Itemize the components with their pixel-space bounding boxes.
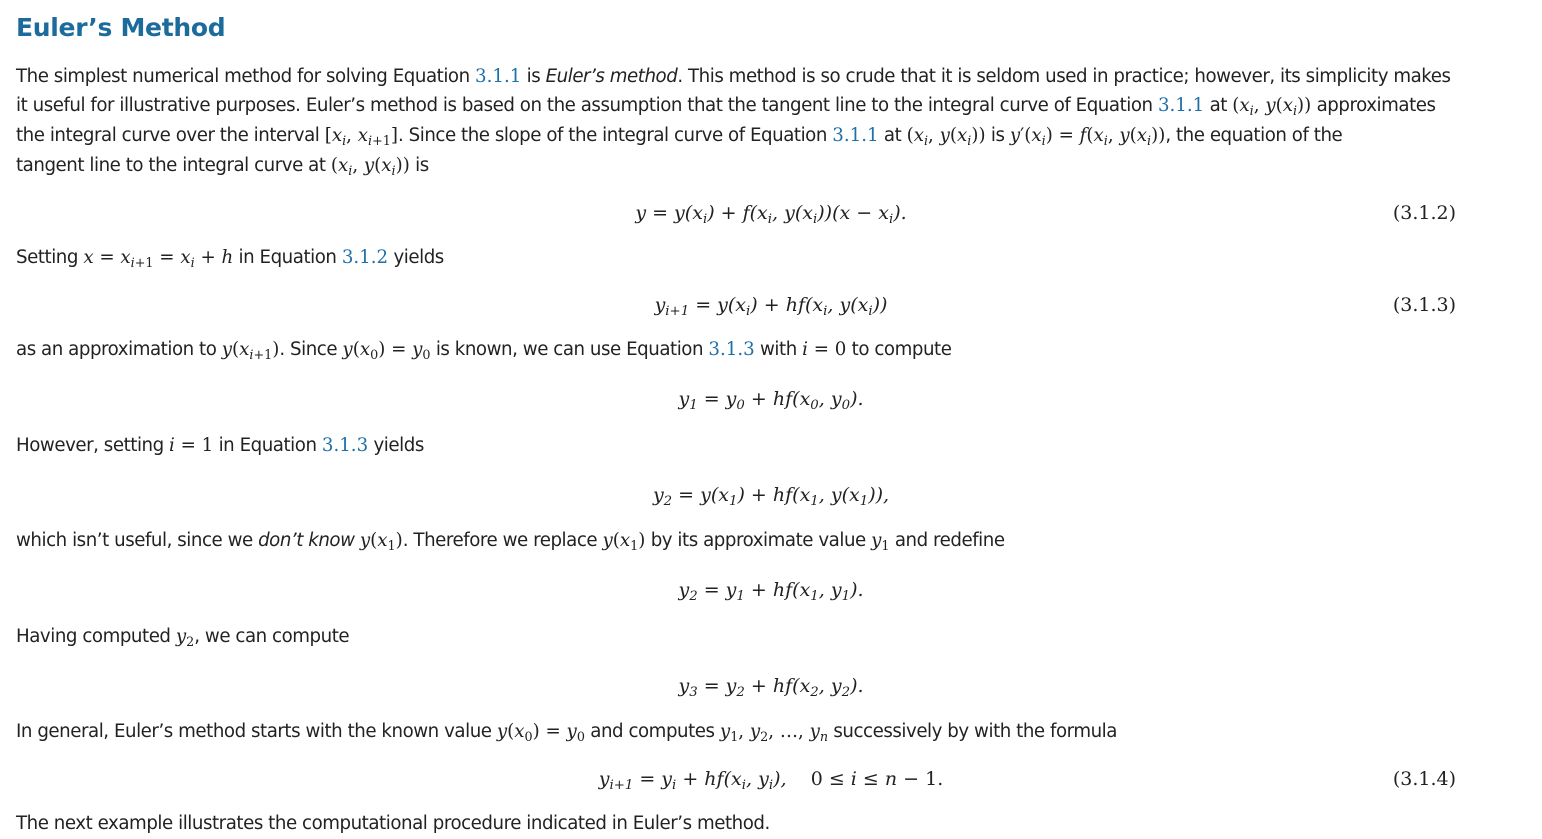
equation-number: (3.1.2) bbox=[1392, 202, 1456, 224]
text: and computes bbox=[584, 721, 720, 742]
math-inline: ($x_i$, $y(x_i)$) bbox=[1232, 95, 1312, 119]
text: in Equation bbox=[233, 247, 342, 268]
text: in Equation bbox=[213, 435, 322, 456]
equation-number: (3.1.3) bbox=[1392, 294, 1456, 316]
text: is bbox=[985, 125, 1010, 146]
math-inline: i = 0 bbox=[802, 339, 847, 360]
emphasis: don’t know bbox=[258, 530, 355, 551]
text: at bbox=[878, 125, 907, 146]
text: Having computed bbox=[16, 626, 176, 647]
text: at bbox=[1204, 95, 1233, 116]
text: , the equation of the bbox=[1165, 125, 1343, 146]
text: to compute bbox=[846, 339, 952, 360]
equation-y1 bbox=[0, 386, 1542, 412]
paragraph-next-example: The next example illustrates the computational procedure indicated in Euler’s method. bbox=[16, 813, 770, 834]
text: successively by with the formula bbox=[828, 721, 1117, 742]
text: which isn’t useful, since we bbox=[16, 530, 259, 551]
text: In general, Euler’s method starts with the known value bbox=[16, 721, 497, 742]
intro-line-4 bbox=[16, 151, 1496, 181]
math-inline: ($x_i$, $y(x_i)$) bbox=[330, 155, 410, 179]
paragraph-replace bbox=[16, 526, 1496, 556]
equation-link-3-1-1[interactable]: 3.1.1 bbox=[1157, 95, 1205, 116]
text: . This method is so crude that it is seldom used in practice; however, its simplicity makes bbox=[677, 66, 1451, 87]
equation-y3 bbox=[0, 673, 1542, 699]
text: The simplest numerical method for solving Equation bbox=[16, 66, 476, 87]
equation-link-3-1-1[interactable]: 3.1.1 bbox=[475, 66, 522, 87]
math-inline: $y_1$ bbox=[871, 530, 890, 554]
text: as an approximation to bbox=[16, 339, 222, 360]
equation-body: $y_{i+1} = y(x_i) + hf(x_i$, $y(x_i)$) bbox=[654, 294, 888, 319]
math-inline: ($x_i$, $y(x_i)$) bbox=[906, 125, 986, 149]
equation-link-3-1-3[interactable]: 3.1.3 bbox=[708, 339, 755, 360]
paragraph-however bbox=[16, 431, 1496, 461]
text: yields bbox=[388, 247, 444, 268]
section-title: Euler’s Method bbox=[16, 13, 226, 42]
equation-body: $y = y(x_i) + f(x_i$, $y(x_i))(x - x_i)$. bbox=[635, 202, 907, 227]
text: it useful for illustrative purposes. Euler’s method is based on the assumption that the tangent line to the integral curve of Equation bbox=[16, 95, 1158, 116]
equation-y2-exact bbox=[0, 482, 1542, 508]
paragraph-approximation bbox=[16, 335, 1496, 365]
math-inline: $y'(x_i) = f(x_i$, $y(x_i)$) bbox=[1009, 125, 1166, 149]
text: tangent line to the integral curve at bbox=[16, 155, 331, 176]
math-inline: $y(x_0) = y_0$ bbox=[496, 721, 585, 745]
math-inline: $y_1$, $y_2$, …, $y_n$ bbox=[719, 721, 829, 745]
equation-3-1-4 bbox=[0, 766, 1542, 792]
intro-line-2 bbox=[16, 91, 1496, 121]
term-eulers-method: Euler’s method bbox=[545, 66, 678, 87]
equation-body: $y_3 = y_2 + hf(x_2$, $y_2$). bbox=[678, 675, 864, 700]
text: , we can compute bbox=[194, 626, 350, 647]
text: by its approximate value bbox=[645, 530, 872, 551]
text: . Since bbox=[279, 339, 343, 360]
equation-body: $y_1 = y_0 + hf(x_0$, $y_0$). bbox=[678, 388, 864, 413]
intro-line-1 bbox=[16, 62, 1496, 92]
equation-number: (3.1.4) bbox=[1392, 768, 1456, 790]
math-inline: $y(x_0) = y_0$ bbox=[342, 339, 431, 363]
text: approximates bbox=[1311, 95, 1436, 116]
equation-body: $y_{i+1} = y_i + hf(x_i$, $y_i$), 0 ≤ i ≤ n − 1. bbox=[598, 768, 944, 793]
paragraph-in-general bbox=[16, 717, 1496, 747]
text: and redefine bbox=[889, 530, 1005, 551]
text: yields bbox=[368, 435, 424, 456]
equation-link-3-1-3[interactable]: 3.1.3 bbox=[321, 435, 369, 456]
paragraph-having-computed bbox=[16, 622, 1496, 652]
equation-link-3-1-2[interactable]: 3.1.2 bbox=[341, 247, 389, 268]
equation-body: $y_2 = y(x_1) + hf(x_1$, $y(x_1)$), bbox=[652, 484, 890, 509]
text: Setting bbox=[16, 247, 84, 268]
text: is bbox=[521, 66, 546, 87]
text: is known, we can use Equation bbox=[430, 339, 709, 360]
math-inline: $y_2$ bbox=[175, 626, 195, 650]
math-inline: i = 1 bbox=[169, 435, 214, 456]
text: is bbox=[409, 155, 429, 176]
equation-y2-approx bbox=[0, 577, 1542, 603]
equation-link-3-1-1[interactable]: 3.1.1 bbox=[832, 125, 879, 146]
math-inline: $y(x_1)$ bbox=[602, 530, 646, 554]
text: the integral curve over the interval bbox=[16, 125, 325, 146]
math-inline: $y(x_{i+1})$ bbox=[221, 339, 280, 363]
math-inline: $x = x_{i+1} = x_i + h$ bbox=[83, 247, 234, 271]
math-inline: $y(x_1)$ bbox=[359, 530, 403, 554]
text: . Since the slope of the integral curve of Equation bbox=[397, 125, 833, 146]
equation-3-1-2 bbox=[0, 200, 1542, 226]
equation-3-1-3 bbox=[0, 292, 1542, 318]
math-inline: [$x_i$, $x_{i+1}$] bbox=[324, 125, 398, 149]
intro-line-3 bbox=[16, 121, 1496, 151]
paragraph-setting bbox=[16, 243, 1496, 273]
text: . Therefore we replace bbox=[402, 530, 603, 551]
text: with bbox=[754, 339, 803, 360]
text: However, setting bbox=[16, 435, 170, 456]
equation-body: $y_2 = y_1 + hf(x_1$, $y_1$). bbox=[678, 579, 864, 604]
